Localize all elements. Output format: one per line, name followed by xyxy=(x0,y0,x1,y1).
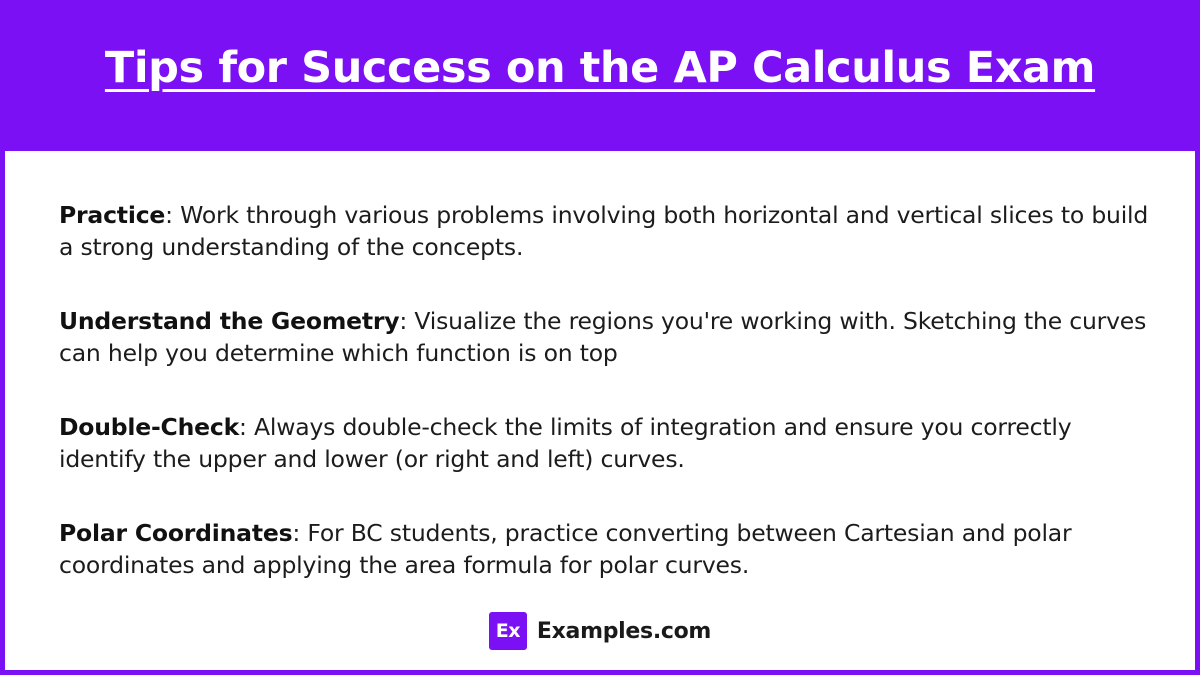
brand-logo-icon: Ex xyxy=(489,612,527,650)
tip-text: : Always double-check the limits of integration and ensure you correctly identify the upper and lower (or right and left) curves. xyxy=(59,413,1072,473)
page-title: Tips for Success on the AP Calculus Exam xyxy=(104,43,1096,93)
tip-term: Practice xyxy=(59,201,166,229)
header-banner xyxy=(0,0,1200,151)
tip-polar-coordinates xyxy=(59,517,1149,581)
tip-term: Double-Check xyxy=(59,413,240,441)
tip-term: Polar Coordinates xyxy=(59,519,293,547)
tips-list xyxy=(59,199,1149,581)
tip-practice xyxy=(59,199,1149,263)
content-panel xyxy=(5,151,1195,670)
tip-double-check xyxy=(59,411,1149,475)
tip-understand-geometry xyxy=(59,305,1149,369)
tip-term: Understand the Geometry xyxy=(59,307,400,335)
brand-name: Examples.com xyxy=(536,618,712,644)
brand-footer xyxy=(5,612,1195,650)
tip-text: : Work through various problems involving both horizontal and vertical slices to build a strong understanding of the concepts. xyxy=(59,201,1149,261)
tip-text: : For BC students, practice converting between Cartesian and polar coordinates and applying the area formula for polar curves. xyxy=(59,519,1072,579)
tip-text: : Visualize the regions you're working with. Sketching the curves can help you determine which function is on top xyxy=(59,307,1147,367)
